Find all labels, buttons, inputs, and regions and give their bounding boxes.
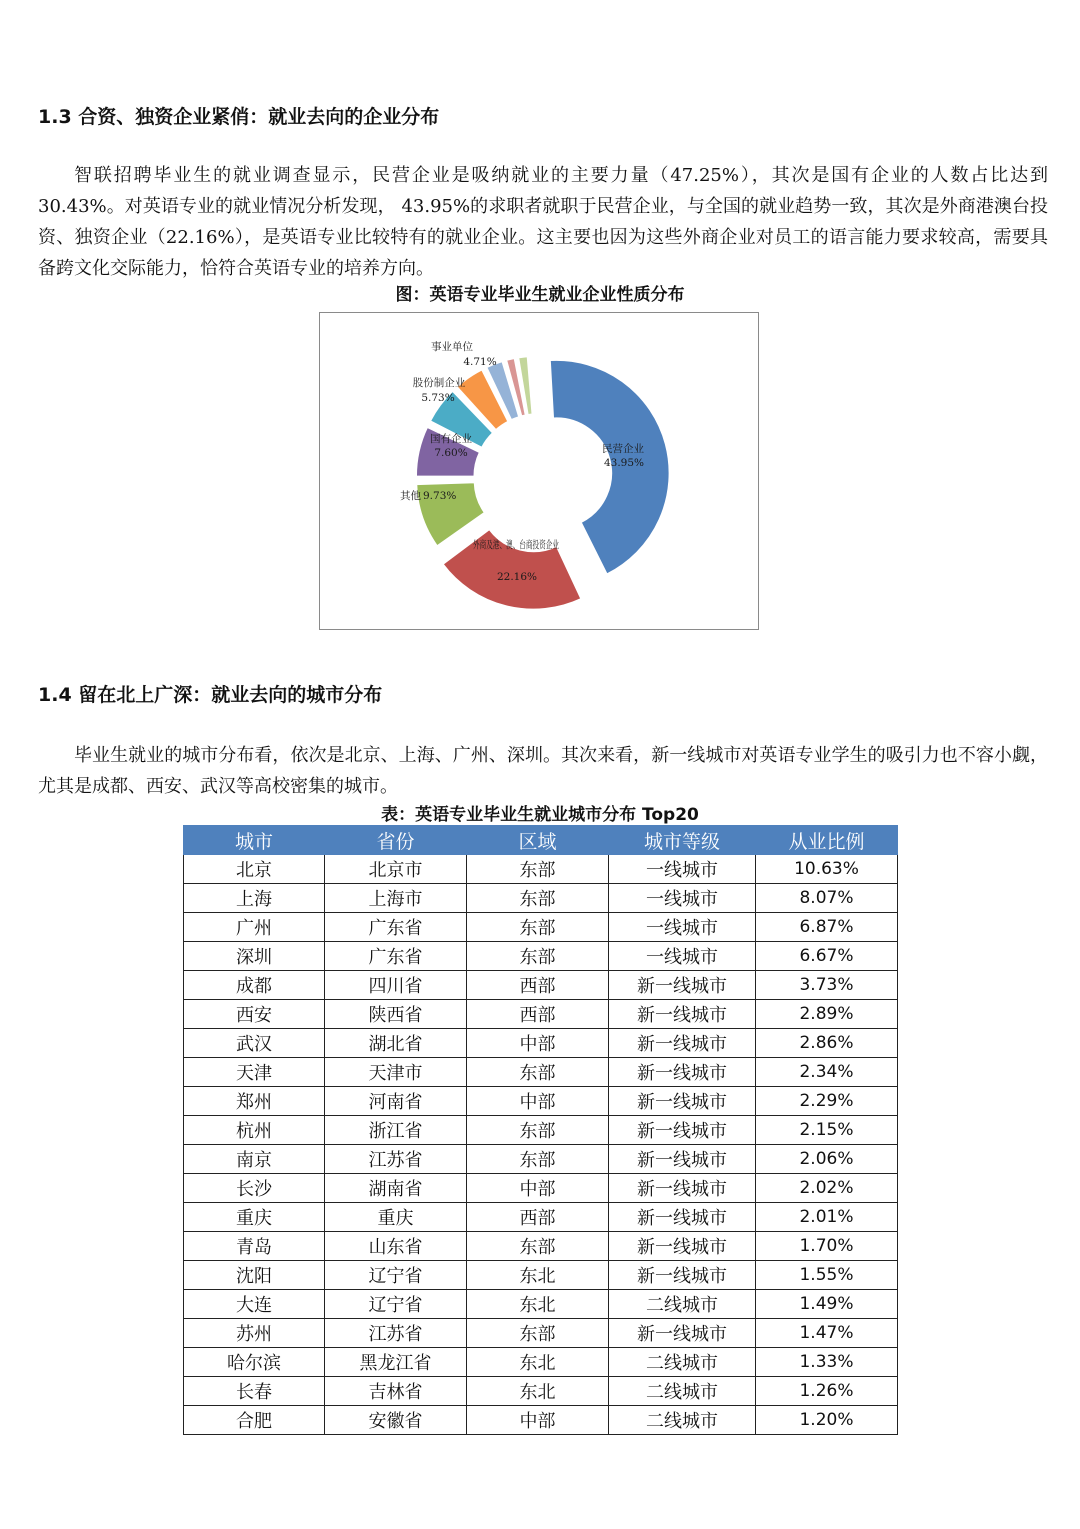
cell-province: 重庆 <box>325 1203 467 1232</box>
label-private-enterprise: 民营企业 <box>602 443 644 455</box>
label-foreign-enterprise: 外商及港、澳、台商投资企业 <box>473 539 610 551</box>
table-row <box>184 1116 898 1145</box>
cell-city-tier: 新一线城市 <box>609 1087 756 1116</box>
cell-city-tier: 二线城市 <box>609 1377 756 1406</box>
table-row <box>184 1406 898 1435</box>
cell-region: 中部 <box>467 1029 609 1058</box>
table-row <box>184 1203 898 1232</box>
table-row <box>184 1029 898 1058</box>
cell-province: 陕西省 <box>325 1000 467 1029</box>
cell-city: 苏州 <box>184 1319 325 1348</box>
cell-province: 湖北省 <box>325 1029 467 1058</box>
section-1-3-paragraph: 智联招聘毕业生的就业调查显示，民营企业是吸纳就业的主要力量（47.25%），其次是国有企业的人数占比达到 30.43%。对英语专业的就业情况分析发现， 43.95%的求职者就职于民营企业，与全国的就业趋势一致，其次是外商港澳台投资、独资企业（22.16%），是英语专业比较特有的就业企业。这主要也因为这些外商企业对员工的语言能力要求较高，需要具备跨文化交际能力，恰符合英语专业的培养方向。 <box>38 165 1048 279</box>
cell-city-tier: 二线城市 <box>609 1290 756 1319</box>
label-other-value: 9.73% <box>423 490 457 502</box>
cell-ratio: 1.47% <box>756 1319 898 1348</box>
table-header-row <box>184 826 898 855</box>
cell-region: 西部 <box>467 1000 609 1029</box>
table-row <box>184 1087 898 1116</box>
cell-ratio: 8.07% <box>756 884 898 913</box>
cell-province: 北京市 <box>325 855 467 884</box>
cell-city-tier: 新一线城市 <box>609 1058 756 1087</box>
cell-ratio: 1.70% <box>756 1232 898 1261</box>
cell-province: 湖南省 <box>325 1174 467 1203</box>
cell-province: 江苏省 <box>325 1145 467 1174</box>
cell-ratio: 2.29% <box>756 1087 898 1116</box>
label-joint-stock: 股份制企业 <box>412 377 466 389</box>
cell-region: 东部 <box>467 1319 609 1348</box>
cell-ratio: 6.67% <box>756 942 898 971</box>
cell-ratio: 2.89% <box>756 1000 898 1029</box>
cell-city-tier: 一线城市 <box>609 884 756 913</box>
header-employment-ratio: 从业比例 <box>756 826 898 855</box>
cell-ratio: 1.49% <box>756 1290 898 1319</box>
cell-province: 广东省 <box>325 942 467 971</box>
cell-ratio: 2.06% <box>756 1145 898 1174</box>
figure-caption: 图：英语专业毕业生就业企业性质分布 <box>395 285 685 305</box>
cell-province: 辽宁省 <box>325 1290 467 1319</box>
city-distribution-table <box>183 825 898 1435</box>
cell-city: 广州 <box>184 913 325 942</box>
cell-city-tier: 新一线城市 <box>609 1261 756 1290</box>
cell-ratio: 1.33% <box>756 1348 898 1377</box>
cell-region: 东部 <box>467 913 609 942</box>
cell-city-tier: 一线城市 <box>609 942 756 971</box>
cell-city-tier: 新一线城市 <box>609 1232 756 1261</box>
label-public-institution: 事业单位 <box>431 341 473 353</box>
table-row <box>184 1261 898 1290</box>
cell-region: 东部 <box>467 1058 609 1087</box>
cell-ratio: 1.26% <box>756 1377 898 1406</box>
label-state-owned-value: 7.60% <box>434 447 468 459</box>
cell-province: 山东省 <box>325 1232 467 1261</box>
cell-city-tier: 新一线城市 <box>609 1174 756 1203</box>
cell-province: 河南省 <box>325 1087 467 1116</box>
cell-city: 哈尔滨 <box>184 1348 325 1377</box>
cell-city: 沈阳 <box>184 1261 325 1290</box>
cell-region: 东北 <box>467 1290 609 1319</box>
table-row <box>184 1058 898 1087</box>
cell-province: 上海市 <box>325 884 467 913</box>
table-row <box>184 1377 898 1406</box>
cell-city: 长春 <box>184 1377 325 1406</box>
cell-ratio: 2.02% <box>756 1174 898 1203</box>
cell-city: 重庆 <box>184 1203 325 1232</box>
header-region: 区域 <box>467 826 609 855</box>
table-caption: 表：英语专业毕业生就业城市分布 Top20 <box>381 805 699 825</box>
cell-city: 杭州 <box>184 1116 325 1145</box>
cell-region: 东部 <box>467 1145 609 1174</box>
section-1-4-heading: 1.4 留在北上广深：就业去向的城市分布 <box>38 684 383 706</box>
cell-region: 东部 <box>467 884 609 913</box>
cell-province: 辽宁省 <box>325 1261 467 1290</box>
cell-ratio: 2.01% <box>756 1203 898 1232</box>
table-row <box>184 1000 898 1029</box>
table-row <box>184 1290 898 1319</box>
table-row <box>184 855 898 884</box>
label-foreign-enterprise-value: 22.16% <box>496 571 538 583</box>
table-row <box>184 971 898 1000</box>
cell-city-tier: 一线城市 <box>609 855 756 884</box>
cell-city: 上海 <box>184 884 325 913</box>
header-city-tier: 城市等级 <box>609 826 756 855</box>
donut-chart-svg <box>320 313 758 629</box>
cell-city: 西安 <box>184 1000 325 1029</box>
cell-region: 东北 <box>467 1348 609 1377</box>
table-row <box>184 1232 898 1261</box>
cell-city-tier: 新一线城市 <box>609 1029 756 1058</box>
cell-city-tier: 一线城市 <box>609 913 756 942</box>
cell-city-tier: 新一线城市 <box>609 1203 756 1232</box>
cell-city-tier: 新一线城市 <box>609 1000 756 1029</box>
cell-region: 中部 <box>467 1087 609 1116</box>
cell-city: 成都 <box>184 971 325 1000</box>
cell-province: 天津市 <box>325 1058 467 1087</box>
cell-city: 天津 <box>184 1058 325 1087</box>
cell-region: 东部 <box>467 942 609 971</box>
cell-province: 四川省 <box>325 971 467 1000</box>
cell-city: 北京 <box>184 855 325 884</box>
cell-region: 东北 <box>467 1377 609 1406</box>
cell-ratio: 2.15% <box>756 1116 898 1145</box>
cell-ratio: 10.63% <box>756 855 898 884</box>
cell-city: 武汉 <box>184 1029 325 1058</box>
cell-ratio: 2.34% <box>756 1058 898 1087</box>
city-table-wrapper <box>183 825 898 1435</box>
table-row <box>184 942 898 971</box>
cell-ratio: 1.55% <box>756 1261 898 1290</box>
table-row <box>184 1348 898 1377</box>
table-row <box>184 1145 898 1174</box>
cell-ratio: 2.86% <box>756 1029 898 1058</box>
cell-city-tier: 新一线城市 <box>609 1116 756 1145</box>
table-row <box>184 913 898 942</box>
cell-ratio: 6.87% <box>756 913 898 942</box>
cell-region: 东北 <box>467 1261 609 1290</box>
cell-city-tier: 二线城市 <box>609 1406 756 1435</box>
cell-city-tier: 新一线城市 <box>609 971 756 1000</box>
section-1-4-paragraph: 毕业生就业的城市分布看，依次是北京、上海、广州、深圳。其次来看，新一线城市对英语专业学生的吸引力也不容小觑，尤其是成都、西安、武汉等高校密集的城市。 <box>38 745 1048 797</box>
cell-city: 郑州 <box>184 1087 325 1116</box>
cell-region: 中部 <box>467 1174 609 1203</box>
cell-city: 大连 <box>184 1290 325 1319</box>
label-public-institution-value: 4.71% <box>463 356 497 368</box>
cell-province: 广东省 <box>325 913 467 942</box>
cell-region: 西部 <box>467 1203 609 1232</box>
cell-region: 东部 <box>467 1232 609 1261</box>
table-row <box>184 1319 898 1348</box>
cell-city: 青岛 <box>184 1232 325 1261</box>
label-joint-stock-value: 5.73% <box>421 392 455 404</box>
label-other: 其他 <box>400 490 421 502</box>
section-1-3-heading: 1.3 合资、独资企业紧俏：就业去向的企业分布 <box>38 106 440 128</box>
header-province: 省份 <box>325 826 467 855</box>
cell-region: 东部 <box>467 855 609 884</box>
cell-ratio: 1.20% <box>756 1406 898 1435</box>
cell-province: 吉林省 <box>325 1377 467 1406</box>
table-body <box>184 855 898 1435</box>
label-private-enterprise-value: 43.95% <box>603 457 645 469</box>
table-row <box>184 884 898 913</box>
cell-region: 东部 <box>467 1116 609 1145</box>
cell-city-tier: 新一线城市 <box>609 1319 756 1348</box>
cell-province: 江苏省 <box>325 1319 467 1348</box>
table-row <box>184 1174 898 1203</box>
cell-province: 黑龙江省 <box>325 1348 467 1377</box>
cell-region: 中部 <box>467 1406 609 1435</box>
cell-city-tier: 二线城市 <box>609 1348 756 1377</box>
cell-city-tier: 新一线城市 <box>609 1145 756 1174</box>
cell-city: 南京 <box>184 1145 325 1174</box>
label-state-owned: 国有企业 <box>430 433 472 445</box>
enterprise-type-chart <box>319 312 759 630</box>
cell-city: 长沙 <box>184 1174 325 1203</box>
header-city: 城市 <box>184 826 325 855</box>
cell-province: 浙江省 <box>325 1116 467 1145</box>
cell-ratio: 3.73% <box>756 971 898 1000</box>
cell-city: 合肥 <box>184 1406 325 1435</box>
cell-province: 安徽省 <box>325 1406 467 1435</box>
cell-region: 西部 <box>467 971 609 1000</box>
cell-city: 深圳 <box>184 942 325 971</box>
